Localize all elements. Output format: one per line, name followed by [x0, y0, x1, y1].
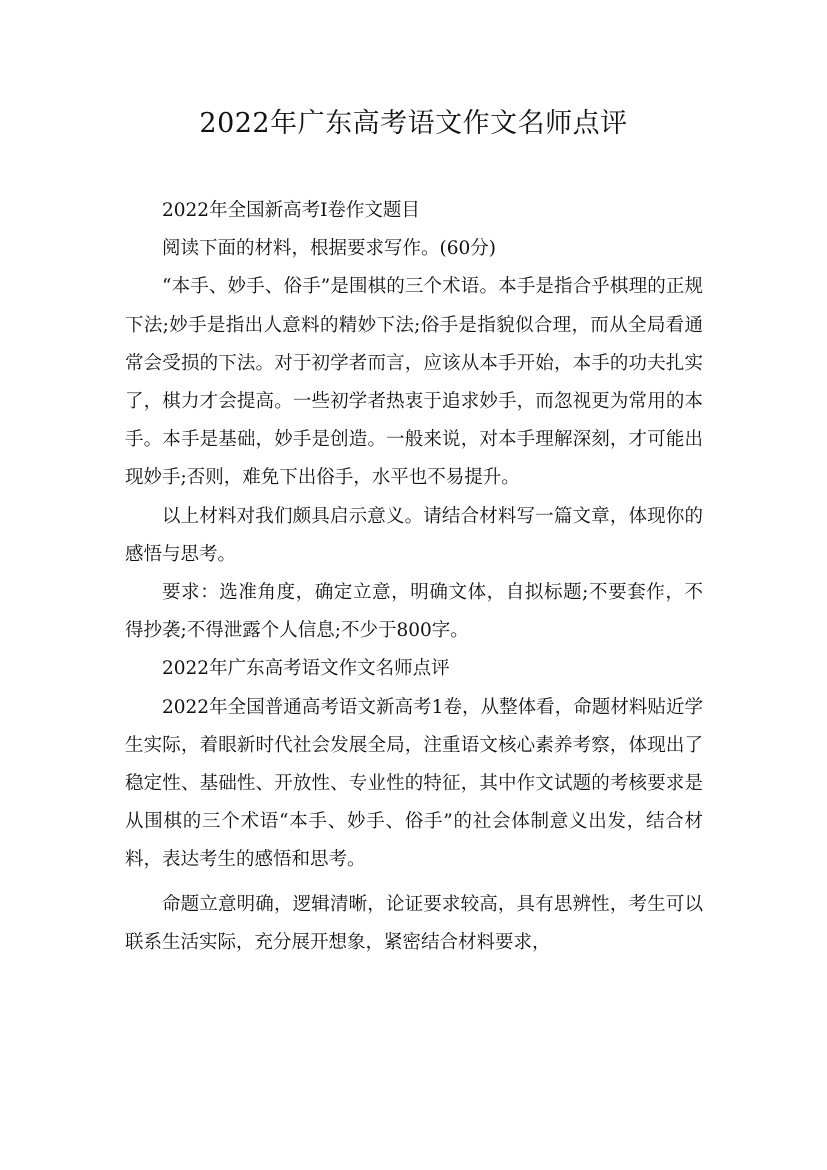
instruction-paragraph: 阅读下面的材料，根据要求写作。(60分) [162, 238, 496, 260]
document-title: 2022年广东高考语文作文名师点评 [199, 108, 628, 139]
requirements-paragraph: 要求：选准角度，确定立意，明确文体，自拟标题;不要套作，不得抄袭;不得泄露个人信息;不少于800字。 [125, 582, 703, 642]
commentary-paragraph: 2022年全国普通高考语文新高考1卷，从整体看，命题材料贴近学生实际，着眼新时代社会发展全局，注重语文核心素养考察，体现出了稳定性、基础性、开放性、专业性的特征，其中作文试题的考核要求是从围棋的三个术语“本手、妙手、俗手”的社会体制意义出发，结合材料，表达考生的感悟和思考。 [125, 696, 703, 871]
exam-heading: 2022年全国新高考Ⅰ卷作文题目 [162, 200, 420, 221]
document-body [125, 192, 703, 962]
section-heading: 2022年广东高考语文作文名师点评 [162, 658, 450, 680]
material-paragraph: “本手、妙手、俗手”是围棋的三个术语。本手是指合乎棋理的正规下法;妙手是指出人意料的精妙下法;俗手是指貌似合理，而从全局看通常会受损的下法。对于初学者而言，应该从本手开始，本手的功夫扎实了，棋力才会提高。一些初学者热衷于追求妙手，而忽视更为常用的本手。本手是基础，妙手是创造。一般来说，对本手理解深刻，才可能出现妙手;否则，难免下出俗手，水平也不易提升。 [125, 276, 703, 489]
prompt-paragraph: 以上材料对我们颇具启示意义。请结合材料写一篇文章，体现你的感悟与思考。 [125, 505, 703, 565]
commentary-paragraph-2: 命题立意明确，逻辑清晰，论证要求较高，具有思辨性，考生可以联系生活实际，充分展开想象，紧密结合材料要求， [125, 893, 703, 953]
